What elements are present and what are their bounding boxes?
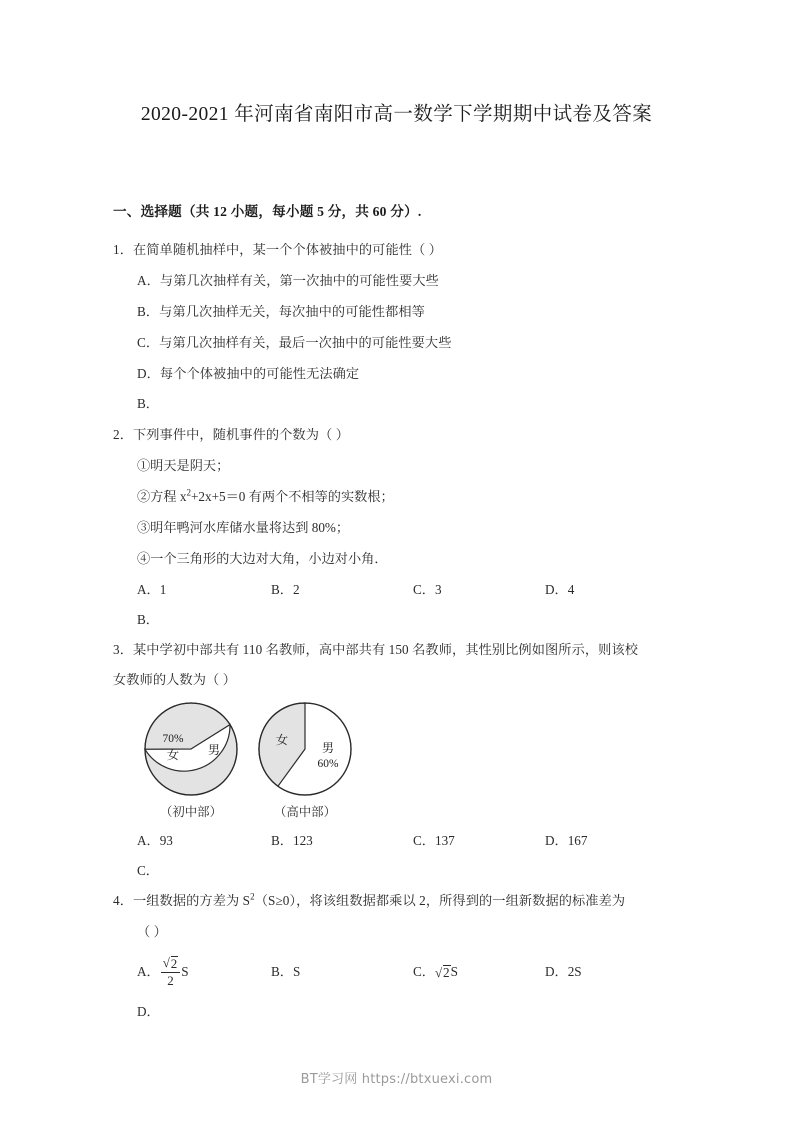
question-4-option-a-fraction [161,956,181,988]
question-1-option-a: A．与第几次抽样有关，第一次抽中的可能性要大些 [137,273,439,288]
question-4-option-d: D．2S [545,964,582,979]
pie-label-senior-male [309,739,347,771]
pie-label-junior-male [201,741,227,758]
footer-watermark: BT学习网 https://btxuexi.com [300,1072,493,1087]
question-2-option-b: B．2 [271,582,300,597]
question-1-option-c: C．与第几次抽样有关，最后一次抽中的可能性要大些 [137,335,452,350]
pie-label-senior-male-name: 男 [321,741,335,755]
section-heading: 一、选择题（共 12 小题，每小题 5 分，共 60 分）. [113,204,422,219]
radicand: 2 [170,955,178,971]
question-2-item-2 [113,481,683,512]
pie-label-senior-male-pct: 60 [317,758,329,770]
question-4-option-a-prefix: A． [137,964,160,979]
fraction-denominator: 2 [167,973,174,989]
question-1-stem: 1．在简单随机抽样中，某一个个体被抽中的可能性（ ） [113,242,442,257]
question-3-stem-line-2: 女教师的人数为（ ） [113,672,236,687]
question-4-option-c-suffix: S [450,964,458,979]
question-4-answer: D． [137,1004,160,1019]
document-body [113,200,683,1027]
question-4-stem-line-1 [113,886,683,916]
question-3-figure [113,699,683,825]
pie-chart-junior [139,699,243,819]
question-4-option-a [137,947,189,997]
question-2-item-2-head: ②方程 x [137,489,187,504]
pie-label-junior-male-name: 男 [207,743,221,757]
radical-sign: √ [434,964,443,980]
question-2-item-3: ③明年鸭河水库储水量将达到 80%； [137,520,350,535]
question-2-option-d: D．4 [545,582,575,597]
radical-sign: √ [162,954,170,970]
pie-unit-junior: % [173,733,184,745]
question-2-answer: B． [137,612,159,627]
question-2-option-c: C．3 [413,582,442,597]
pie-unit-senior: % [328,758,339,770]
question-1-option-b: B．与第几次抽样无关，每次抽中的可能性都相等 [137,304,425,319]
question-3-option-d: D．167 [545,833,588,848]
question-2-item-2-tail: +2x+5＝0 有两个不相等的实数根； [190,489,394,504]
question-3-answer: C． [137,863,159,878]
page-title: 2020-2021 年河南省南阳市高一数学下学期期中试卷及答案 [140,104,653,125]
question-2-item-4: ④一个三角形的大边对大角，小边对小角． [137,551,388,566]
question-2-options [113,574,683,605]
question-4-stem-line-2: （ ） [137,924,167,939]
question-4-option-c [413,947,458,998]
question-1-answer: B． [137,396,159,411]
question-3-option-c: C．137 [413,833,455,848]
pie-caption-junior: （初中部） [160,805,222,819]
pie-label-senior-female [269,731,295,748]
question-3-options [113,825,683,856]
question-4-option-b: B．S [271,964,301,979]
question-3-stem-line-1: 3．某中学初中部共有 110 名教师，高中部共有 150 名教师，其性别比例如图所示，则该校 [113,642,639,657]
radical-icon [435,948,451,998]
fraction-numerator [161,956,181,974]
question-4-option-c-prefix: C． [413,964,435,979]
pie-label-junior-female-pct: 70 [162,733,174,745]
question-3-option-b: B．123 [271,833,313,848]
question-2-stem: 2．下列事件中，随机事件的个数为（ ） [113,427,349,442]
pie-label-senior-female-name: 女 [275,733,289,747]
question-1-option-d: D．每个个体被抽中的可能性无法确定 [137,366,360,381]
pie-label-junior-female-name: 女 [166,748,180,762]
question-4-option-a-suffix: S [181,964,189,979]
pie-chart-senior [253,699,357,819]
question-2-option-a: A．1 [137,582,167,597]
question-2-item-2-exponent: 2 [186,487,191,498]
pie-caption-senior: （高中部） [274,805,336,819]
question-4-stem-tail: （S≥0），将该组数据都乘以 2，所得到的一组新数据的标准差为 [254,893,626,908]
question-4-stem-head: 4．一组数据的方差为 S [113,893,251,908]
question-4-options [113,947,683,997]
radical-icon [163,956,179,972]
question-2-item-1: ①明天是阴天； [137,458,230,473]
pie-label-junior-female [151,731,195,763]
question-4-stem-exponent: 2 [250,891,255,902]
question-3-option-a: A．93 [137,833,173,848]
radicand: 2 [442,964,450,980]
